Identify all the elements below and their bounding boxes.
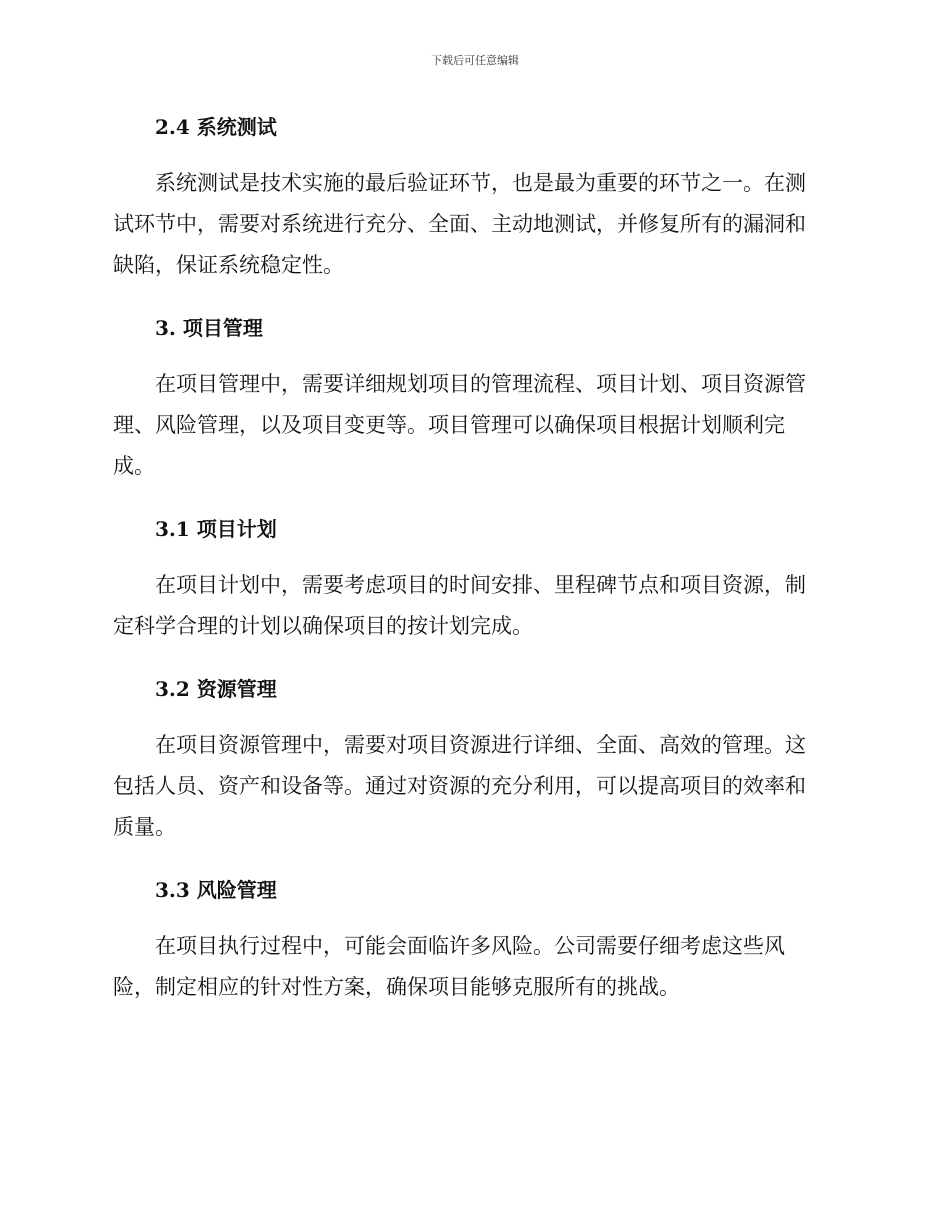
paragraph-line: 系统测试是技术实施的最后验证环节，也是最为重要的环节之一。在测 bbox=[155, 171, 806, 195]
page-header: 下载后可任意编辑 bbox=[431, 54, 519, 67]
paragraph-line: 险，制定相应的针对性方案，确保项目能够克服所有的挑战。 bbox=[113, 975, 680, 999]
paragraph-line: 理、风险管理，以及项目变更等。项目管理可以确保项目根据计划顺利完 bbox=[113, 413, 785, 437]
paragraph-line: 试环节中，需要对系统进行充分、全面、主动地测试，并修复所有的漏洞和 bbox=[113, 212, 806, 236]
section-heading-resource-management: 3.2 资源管理 bbox=[155, 677, 277, 701]
paragraph-line: 在项目管理中，需要详细规划项目的管理流程、项目计划、项目资源管 bbox=[155, 372, 806, 396]
section-heading-project-management: 3. 项目管理 bbox=[155, 316, 263, 340]
paragraph-line: 缺陷，保证系统稳定性。 bbox=[113, 253, 344, 277]
section-heading-system-test: 2.4 系统测试 bbox=[155, 115, 277, 139]
section-paragraph-project-plan bbox=[113, 565, 833, 647]
paragraph-line: 质量。 bbox=[113, 815, 176, 839]
paragraph-line: 成。 bbox=[113, 454, 155, 478]
paragraph-line: 定科学合理的计划以确保项目的按计划完成。 bbox=[113, 614, 533, 638]
paragraph-line: 包括人员、资产和设备等。通过对资源的充分利用，可以提高项目的效率和 bbox=[113, 774, 806, 798]
document-body bbox=[113, 111, 833, 1008]
section-heading-risk-management: 3.3 风险管理 bbox=[155, 878, 277, 902]
paragraph-line: 在项目执行过程中，可能会面临许多风险。公司需要仔细考虑这些风 bbox=[155, 934, 785, 958]
section-paragraph-resource-management bbox=[113, 725, 833, 848]
section-paragraph-project-management bbox=[113, 364, 833, 487]
paragraph-line: 在项目资源管理中，需要对项目资源进行详细、全面、高效的管理。这 bbox=[155, 733, 806, 757]
section-heading-project-plan: 3.1 项目计划 bbox=[155, 517, 277, 541]
section-paragraph-risk-management bbox=[113, 926, 833, 1008]
section-paragraph-system-test bbox=[113, 163, 833, 286]
paragraph-line: 在项目计划中，需要考虑项目的时间安排、里程碑节点和项目资源，制 bbox=[155, 573, 806, 597]
